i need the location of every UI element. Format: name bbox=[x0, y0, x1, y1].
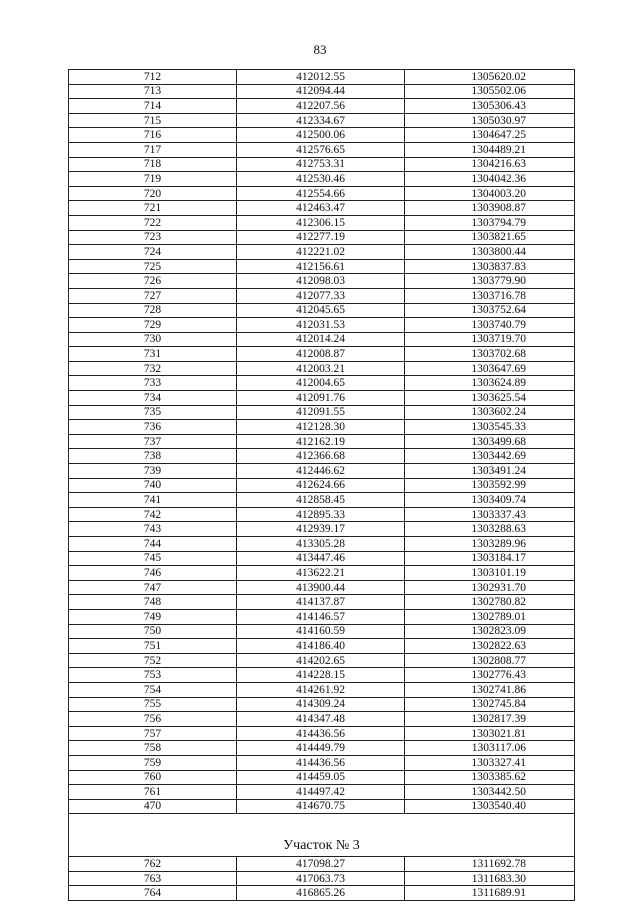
table-row bbox=[69, 376, 575, 391]
point-number-cell: 760 bbox=[69, 770, 237, 785]
y-coordinate-cell: 1303779.90 bbox=[405, 274, 575, 289]
point-number-cell: 733 bbox=[69, 376, 237, 391]
table-row bbox=[69, 405, 575, 420]
x-coordinate-cell: 414160.59 bbox=[237, 624, 405, 639]
x-coordinate-cell: 412091.55 bbox=[237, 405, 405, 420]
x-coordinate-cell: 412554.66 bbox=[237, 186, 405, 201]
y-coordinate-cell: 1302931.70 bbox=[405, 580, 575, 595]
table-row bbox=[69, 245, 575, 260]
y-coordinate-cell: 1303184.17 bbox=[405, 551, 575, 566]
y-coordinate-cell: 1302823.09 bbox=[405, 624, 575, 639]
table-row bbox=[69, 172, 575, 187]
table-row bbox=[69, 259, 575, 274]
point-number-cell: 724 bbox=[69, 245, 237, 260]
point-number-cell: 751 bbox=[69, 639, 237, 654]
x-coordinate-cell: 414137.87 bbox=[237, 595, 405, 610]
point-number-cell: 757 bbox=[69, 726, 237, 741]
y-coordinate-cell: 1302817.39 bbox=[405, 712, 575, 727]
point-number-cell: 736 bbox=[69, 420, 237, 435]
x-coordinate-cell: 412098.03 bbox=[237, 274, 405, 289]
x-coordinate-cell: 414497.42 bbox=[237, 785, 405, 800]
y-coordinate-cell: 1311689.91 bbox=[405, 886, 575, 901]
table-row bbox=[69, 609, 575, 624]
section-title: Участок № 3 bbox=[69, 814, 575, 857]
table-row bbox=[69, 741, 575, 756]
table-row bbox=[69, 434, 575, 449]
y-coordinate-cell: 1302789.01 bbox=[405, 609, 575, 624]
point-number-cell: 712 bbox=[69, 70, 237, 85]
point-number-cell: 739 bbox=[69, 464, 237, 479]
point-number-cell: 720 bbox=[69, 186, 237, 201]
point-number-cell: 742 bbox=[69, 507, 237, 522]
point-number-cell: 753 bbox=[69, 668, 237, 683]
page-number: 83 bbox=[313, 42, 327, 57]
x-coordinate-cell: 412463.47 bbox=[237, 201, 405, 216]
y-coordinate-cell: 1303837.83 bbox=[405, 259, 575, 274]
x-coordinate-cell: 412031.53 bbox=[237, 318, 405, 333]
x-coordinate-cell: 414186.40 bbox=[237, 639, 405, 654]
table-row bbox=[69, 551, 575, 566]
point-number-cell: 735 bbox=[69, 405, 237, 420]
y-coordinate-cell: 1303289.96 bbox=[405, 537, 575, 552]
point-number-cell: 746 bbox=[69, 566, 237, 581]
x-coordinate-cell: 412014.24 bbox=[237, 332, 405, 347]
x-coordinate-cell: 412895.33 bbox=[237, 507, 405, 522]
table-row bbox=[69, 347, 575, 362]
table-row bbox=[69, 449, 575, 464]
x-coordinate-cell: 414309.24 bbox=[237, 697, 405, 712]
y-coordinate-cell: 1303491.24 bbox=[405, 464, 575, 479]
y-coordinate-cell: 1304647.25 bbox=[405, 128, 575, 143]
point-number-cell: 741 bbox=[69, 493, 237, 508]
point-number-cell: 761 bbox=[69, 785, 237, 800]
y-coordinate-cell: 1303499.68 bbox=[405, 434, 575, 449]
x-coordinate-cell: 414436.56 bbox=[237, 726, 405, 741]
y-coordinate-cell: 1302822.63 bbox=[405, 639, 575, 654]
x-coordinate-cell: 412277.19 bbox=[237, 230, 405, 245]
x-coordinate-cell: 412207.56 bbox=[237, 99, 405, 114]
table-row bbox=[69, 303, 575, 318]
x-coordinate-cell: 412091.76 bbox=[237, 391, 405, 406]
point-number-cell: 762 bbox=[69, 857, 237, 872]
y-coordinate-cell: 1303385.62 bbox=[405, 770, 575, 785]
y-coordinate-cell: 1303442.50 bbox=[405, 785, 575, 800]
point-number-cell: 734 bbox=[69, 391, 237, 406]
coordinates-table-body bbox=[69, 70, 575, 901]
y-coordinate-cell: 1303752.64 bbox=[405, 303, 575, 318]
y-coordinate-cell: 1305306.43 bbox=[405, 99, 575, 114]
x-coordinate-cell: 412008.87 bbox=[237, 347, 405, 362]
coordinates-table bbox=[68, 69, 575, 901]
x-coordinate-cell: 412045.65 bbox=[237, 303, 405, 318]
table-row bbox=[69, 871, 575, 886]
x-coordinate-cell: 412004.65 bbox=[237, 376, 405, 391]
point-number-cell: 722 bbox=[69, 215, 237, 230]
x-coordinate-cell: 412128.30 bbox=[237, 420, 405, 435]
table-row bbox=[69, 595, 575, 610]
point-number-cell: 737 bbox=[69, 434, 237, 449]
y-coordinate-cell: 1311683.30 bbox=[405, 871, 575, 886]
x-coordinate-cell: 414670.75 bbox=[237, 799, 405, 814]
x-coordinate-cell: 412334.67 bbox=[237, 113, 405, 128]
x-coordinate-cell: 414228.15 bbox=[237, 668, 405, 683]
table-row bbox=[69, 157, 575, 172]
point-number-cell: 763 bbox=[69, 871, 237, 886]
table-row bbox=[69, 128, 575, 143]
point-number-cell: 727 bbox=[69, 288, 237, 303]
table-row bbox=[69, 580, 575, 595]
table-row bbox=[69, 755, 575, 770]
table-row bbox=[69, 537, 575, 552]
table-row bbox=[69, 186, 575, 201]
y-coordinate-cell: 1303702.68 bbox=[405, 347, 575, 362]
point-number-cell: 732 bbox=[69, 361, 237, 376]
x-coordinate-cell: 414202.65 bbox=[237, 653, 405, 668]
y-coordinate-cell: 1303288.63 bbox=[405, 522, 575, 537]
y-coordinate-cell: 1302741.86 bbox=[405, 682, 575, 697]
y-coordinate-cell: 1303021.81 bbox=[405, 726, 575, 741]
point-number-cell: 745 bbox=[69, 551, 237, 566]
point-number-cell: 719 bbox=[69, 172, 237, 187]
x-coordinate-cell: 412221.02 bbox=[237, 245, 405, 260]
y-coordinate-cell: 1302776.43 bbox=[405, 668, 575, 683]
point-number-cell: 758 bbox=[69, 741, 237, 756]
x-coordinate-cell: 414146.57 bbox=[237, 609, 405, 624]
table-row bbox=[69, 566, 575, 581]
x-coordinate-cell: 412306.15 bbox=[237, 215, 405, 230]
x-coordinate-cell: 412446.62 bbox=[237, 464, 405, 479]
y-coordinate-cell: 1302808.77 bbox=[405, 653, 575, 668]
y-coordinate-cell: 1303740.79 bbox=[405, 318, 575, 333]
point-number-cell: 714 bbox=[69, 99, 237, 114]
table-row bbox=[69, 697, 575, 712]
x-coordinate-cell: 412753.31 bbox=[237, 157, 405, 172]
x-coordinate-cell: 412366.68 bbox=[237, 449, 405, 464]
point-number-cell: 726 bbox=[69, 274, 237, 289]
x-coordinate-cell: 412530.46 bbox=[237, 172, 405, 187]
table-row bbox=[69, 318, 575, 333]
point-number-cell: 725 bbox=[69, 259, 237, 274]
table-row bbox=[69, 70, 575, 85]
table-row bbox=[69, 361, 575, 376]
table-row bbox=[69, 493, 575, 508]
y-coordinate-cell: 1311692.78 bbox=[405, 857, 575, 872]
x-coordinate-cell: 413900.44 bbox=[237, 580, 405, 595]
table-row bbox=[69, 420, 575, 435]
x-coordinate-cell: 414459.05 bbox=[237, 770, 405, 785]
x-coordinate-cell: 412162.19 bbox=[237, 434, 405, 449]
point-number-cell: 716 bbox=[69, 128, 237, 143]
point-number-cell: 470 bbox=[69, 799, 237, 814]
x-coordinate-cell: 412624.66 bbox=[237, 478, 405, 493]
table-row bbox=[69, 274, 575, 289]
x-coordinate-cell: 413622.21 bbox=[237, 566, 405, 581]
point-number-cell: 738 bbox=[69, 449, 237, 464]
x-coordinate-cell: 412003.21 bbox=[237, 361, 405, 376]
table-row bbox=[69, 522, 575, 537]
point-number-cell: 718 bbox=[69, 157, 237, 172]
point-number-cell: 755 bbox=[69, 697, 237, 712]
y-coordinate-cell: 1303101.19 bbox=[405, 566, 575, 581]
y-coordinate-cell: 1303794.79 bbox=[405, 215, 575, 230]
y-coordinate-cell: 1302780.82 bbox=[405, 595, 575, 610]
table-row bbox=[69, 99, 575, 114]
table-row bbox=[69, 507, 575, 522]
y-coordinate-cell: 1305620.02 bbox=[405, 70, 575, 85]
point-number-cell: 752 bbox=[69, 653, 237, 668]
table-row bbox=[69, 799, 575, 814]
table-row bbox=[69, 332, 575, 347]
y-coordinate-cell: 1303409.74 bbox=[405, 493, 575, 508]
y-coordinate-cell: 1303908.87 bbox=[405, 201, 575, 216]
y-coordinate-cell: 1303545.33 bbox=[405, 420, 575, 435]
x-coordinate-cell: 414347.48 bbox=[237, 712, 405, 727]
x-coordinate-cell: 413305.28 bbox=[237, 537, 405, 552]
x-coordinate-cell: 417063.73 bbox=[237, 871, 405, 886]
table-row bbox=[69, 726, 575, 741]
point-number-cell: 713 bbox=[69, 84, 237, 99]
point-number-cell: 759 bbox=[69, 755, 237, 770]
x-coordinate-cell: 414449.79 bbox=[237, 741, 405, 756]
y-coordinate-cell: 1304003.20 bbox=[405, 186, 575, 201]
x-coordinate-cell: 412094.44 bbox=[237, 84, 405, 99]
y-coordinate-cell: 1303540.40 bbox=[405, 799, 575, 814]
x-coordinate-cell: 412858.45 bbox=[237, 493, 405, 508]
point-number-cell: 750 bbox=[69, 624, 237, 639]
y-coordinate-cell: 1303624.89 bbox=[405, 376, 575, 391]
y-coordinate-cell: 1303821.65 bbox=[405, 230, 575, 245]
point-number-cell: 744 bbox=[69, 537, 237, 552]
point-number-cell: 740 bbox=[69, 478, 237, 493]
point-number-cell: 754 bbox=[69, 682, 237, 697]
table-row bbox=[69, 464, 575, 479]
y-coordinate-cell: 1305030.97 bbox=[405, 113, 575, 128]
y-coordinate-cell: 1304489.21 bbox=[405, 142, 575, 157]
point-number-cell: 723 bbox=[69, 230, 237, 245]
point-number-cell: 747 bbox=[69, 580, 237, 595]
x-coordinate-cell: 412576.65 bbox=[237, 142, 405, 157]
point-number-cell: 749 bbox=[69, 609, 237, 624]
y-coordinate-cell: 1303117.06 bbox=[405, 741, 575, 756]
table-row bbox=[69, 857, 575, 872]
x-coordinate-cell: 414261.92 bbox=[237, 682, 405, 697]
point-number-cell: 731 bbox=[69, 347, 237, 362]
x-coordinate-cell: 412077.33 bbox=[237, 288, 405, 303]
y-coordinate-cell: 1303602.24 bbox=[405, 405, 575, 420]
table-row bbox=[69, 770, 575, 785]
table-row bbox=[69, 682, 575, 697]
point-number-cell: 743 bbox=[69, 522, 237, 537]
x-coordinate-cell: 412939.17 bbox=[237, 522, 405, 537]
y-coordinate-cell: 1303647.69 bbox=[405, 361, 575, 376]
x-coordinate-cell: 412500.06 bbox=[237, 128, 405, 143]
table-row bbox=[69, 653, 575, 668]
table-row bbox=[69, 391, 575, 406]
table-row bbox=[69, 215, 575, 230]
point-number-cell: 729 bbox=[69, 318, 237, 333]
table-row bbox=[69, 113, 575, 128]
y-coordinate-cell: 1303716.78 bbox=[405, 288, 575, 303]
table-row bbox=[69, 478, 575, 493]
point-number-cell: 715 bbox=[69, 113, 237, 128]
point-number-cell: 721 bbox=[69, 201, 237, 216]
point-number-cell: 764 bbox=[69, 886, 237, 901]
table-row bbox=[69, 288, 575, 303]
y-coordinate-cell: 1305502.06 bbox=[405, 84, 575, 99]
table-row bbox=[69, 668, 575, 683]
y-coordinate-cell: 1303337.43 bbox=[405, 507, 575, 522]
section-heading-row bbox=[69, 814, 575, 857]
table-row bbox=[69, 624, 575, 639]
y-coordinate-cell: 1302745.84 bbox=[405, 697, 575, 712]
x-coordinate-cell: 412012.55 bbox=[237, 70, 405, 85]
table-row bbox=[69, 142, 575, 157]
y-coordinate-cell: 1303592.99 bbox=[405, 478, 575, 493]
point-number-cell: 717 bbox=[69, 142, 237, 157]
point-number-cell: 756 bbox=[69, 712, 237, 727]
y-coordinate-cell: 1303442.69 bbox=[405, 449, 575, 464]
y-coordinate-cell: 1304042.36 bbox=[405, 172, 575, 187]
y-coordinate-cell: 1303719.70 bbox=[405, 332, 575, 347]
table-row bbox=[69, 230, 575, 245]
x-coordinate-cell: 414436.56 bbox=[237, 755, 405, 770]
x-coordinate-cell: 412156.61 bbox=[237, 259, 405, 274]
table-row bbox=[69, 201, 575, 216]
table-row bbox=[69, 84, 575, 99]
point-number-cell: 748 bbox=[69, 595, 237, 610]
y-coordinate-cell: 1304216.63 bbox=[405, 157, 575, 172]
y-coordinate-cell: 1303800.44 bbox=[405, 245, 575, 260]
x-coordinate-cell: 417098.27 bbox=[237, 857, 405, 872]
point-number-cell: 728 bbox=[69, 303, 237, 318]
table-row bbox=[69, 712, 575, 727]
y-coordinate-cell: 1303625.54 bbox=[405, 391, 575, 406]
point-number-cell: 730 bbox=[69, 332, 237, 347]
table-row bbox=[69, 886, 575, 901]
x-coordinate-cell: 416865.26 bbox=[237, 886, 405, 901]
table-row bbox=[69, 785, 575, 800]
x-coordinate-cell: 413447.46 bbox=[237, 551, 405, 566]
y-coordinate-cell: 1303327.41 bbox=[405, 755, 575, 770]
table-row bbox=[69, 639, 575, 654]
